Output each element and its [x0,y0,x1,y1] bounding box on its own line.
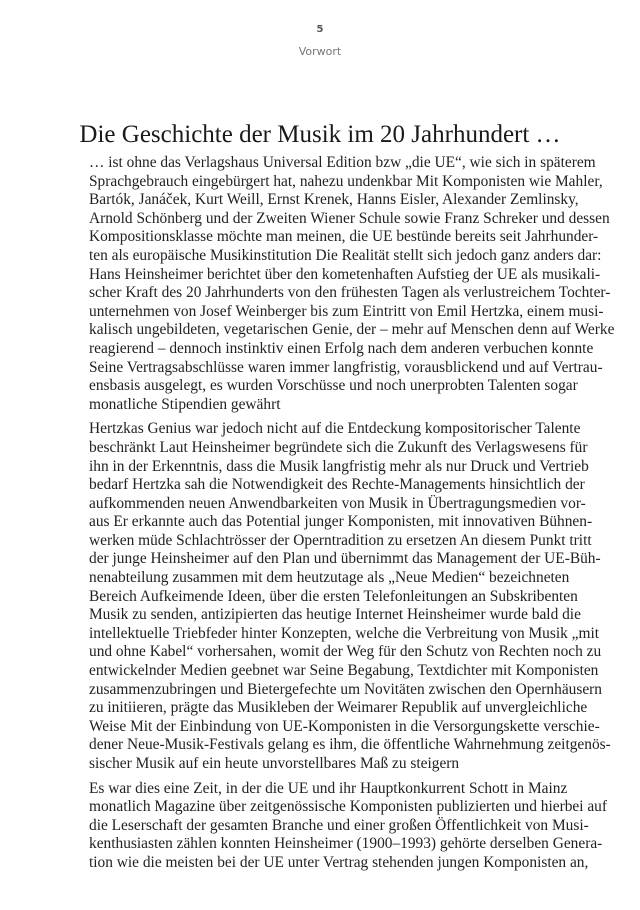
text-line: ten als europäische Musikinstitution Die Realität stellt sich jedoch ganz anders dar: [89,246,602,264]
text-line: kenthusiasten zählen konnten Heinsheimer (1900–1993) gehörte derselben Genera- [89,835,603,853]
text-line: Sprachgebrauch eingebürgert hat, nahezu undenkbar Mit Komponisten wie Mahler, [89,172,603,190]
paragraph [89,779,607,873]
text-line: Bartók, Janáček, Kurt Weill, Ernst Krenek, Hanns Eisler, Alexander Zemlinsky, [89,191,579,209]
text-line: intellektuelle Triebfeder hinter Konzepten, welche die Verbreitung von Musik „mit [89,624,600,642]
text-line: Es war dies eine Zeit, in der die UE und ihr Hauptkonkurrent Schott in Mainz [89,779,568,797]
text-line: Weise Mit der Einbindung von UE-Komponisten in die Versorgungskette verschie- [89,717,600,735]
chapter-title: Die Geschichte der Musik im 20 Jahrhundert … [79,121,561,148]
text-line: sischer Musik auf ein heute unvorstellbares Maß zu steigern [89,755,460,772]
text-line: kalisch ungebildeten, vegetarischen Genie, der – mehr auf Menschen denn auf Werke [89,321,615,339]
page-number: 5 [316,24,324,35]
text-line: ensbasis ausgelegt, es wurden Vorschüsse und noch unerprobten Talenten sogar [89,377,578,395]
text-line: der junge Heinsheimer auf den Plan und übernimmt das Management der UE-Büh- [89,550,601,568]
text-line: und ohne Kabel“ vorhersahen, womit der Weg für den Schutz von Rechten noch zu [89,643,602,661]
text-line: scher Kraft des 20 Jahrhunderts von den frühesten Tagen als verlustreichem Tochter- [89,284,611,302]
text-line: Seine Vertragsabschlüsse waren immer langfristig, vorausblickend und auf Vertrau- [89,358,603,376]
running-head: Vorwort [298,45,342,58]
text-line: ihn in der Erkenntnis, dass die Musik langfristig mehr als nur Druck und Vertrieb [89,457,589,475]
body-text [89,154,615,879]
text-line: monatliche Stipendien gewährt [89,395,281,413]
text-line: beschränkt Laut Heinsheimer begründete sich die Zukunft des Verlagswesens für [89,438,588,456]
text-line: dener Neue-Musik-Festivals gelang es ihm, die öffentliche Wahrnehmung zeitgenös- [89,736,611,754]
text-line: Hertzkas Genius war jedoch nicht auf die Entdeckung kompositorischer Talente [89,420,581,438]
text-line: Bereich Aufkeimende Ideen, über die ersten Telefonleitungen an Subskribenten [89,587,578,605]
text-line: entwickelnder Medien geebnet war Seine Begabung, Textdichter mit Komponisten [89,662,599,680]
text-line: Kompositionsklasse möchte man meinen, die UE bestünde bereits seit Jahrhunder- [89,228,599,246]
text-line: … ist ohne das Verlagshaus Universal Edition bzw „die UE“, wie sich in späterem [89,154,596,171]
paragraph [89,420,611,773]
text-line: monatlich Magazine über zeitgenössische Komponisten publizierten und hierbei auf [89,798,607,816]
text-line: zusammenzubringen und Bietergefechte um Novitäten zwischen den Opernhäusern [89,680,602,698]
text-line: reagierend – dennoch instinktiv einen Erfolg nach dem anderen verbuchen konnte [89,339,594,357]
text-line: unternehmen von Josef Weinberger bis zum Eintritt von Emil Hertzka, einem musi- [89,302,604,320]
text-line: aus Er erkannte auch das Potential junger Komponisten, mit innovativen Bühnen- [89,513,593,531]
text-line: Musik zu senden, antizipierten das heutige Internet Heinsheimer wurde bald die [89,606,581,624]
text-line: Hans Heinsheimer berichtet über den kometenhaften Aufstieg der UE als musikali- [89,265,601,283]
text-line: tion wie die meisten bei der UE unter Vertrag stehenden jungen Komponisten an, [89,853,589,871]
text-line: werken müde Schlachtrösser der Operntradition zu ersetzen An diesem Punkt tritt [89,531,592,549]
text-line: Arnold Schönberg und der Zweiten Wiener Schule sowie Franz Schreker und dessen [89,209,610,227]
text-line: nenabteilung zusammen mit dem heutzutage als „Neue Medien“ bezeichneten [89,569,570,587]
text-line: zu initiieren, prägte das Musikleben der Weimarer Republik auf unvergleichliche [89,699,588,717]
text-line: die Leserschaft der gesamten Branche und einer großen Öffentlichkeit von Musi- [89,816,589,834]
text-line: aufkommenden neuen Anwendbarkeiten von Musik in Übertragungsmedien vor- [89,494,586,512]
paragraph [89,154,615,414]
text-line: bedarf Hertzka sah die Notwendigkeit des Rechte-Managements hinsichtlich der [89,476,585,494]
